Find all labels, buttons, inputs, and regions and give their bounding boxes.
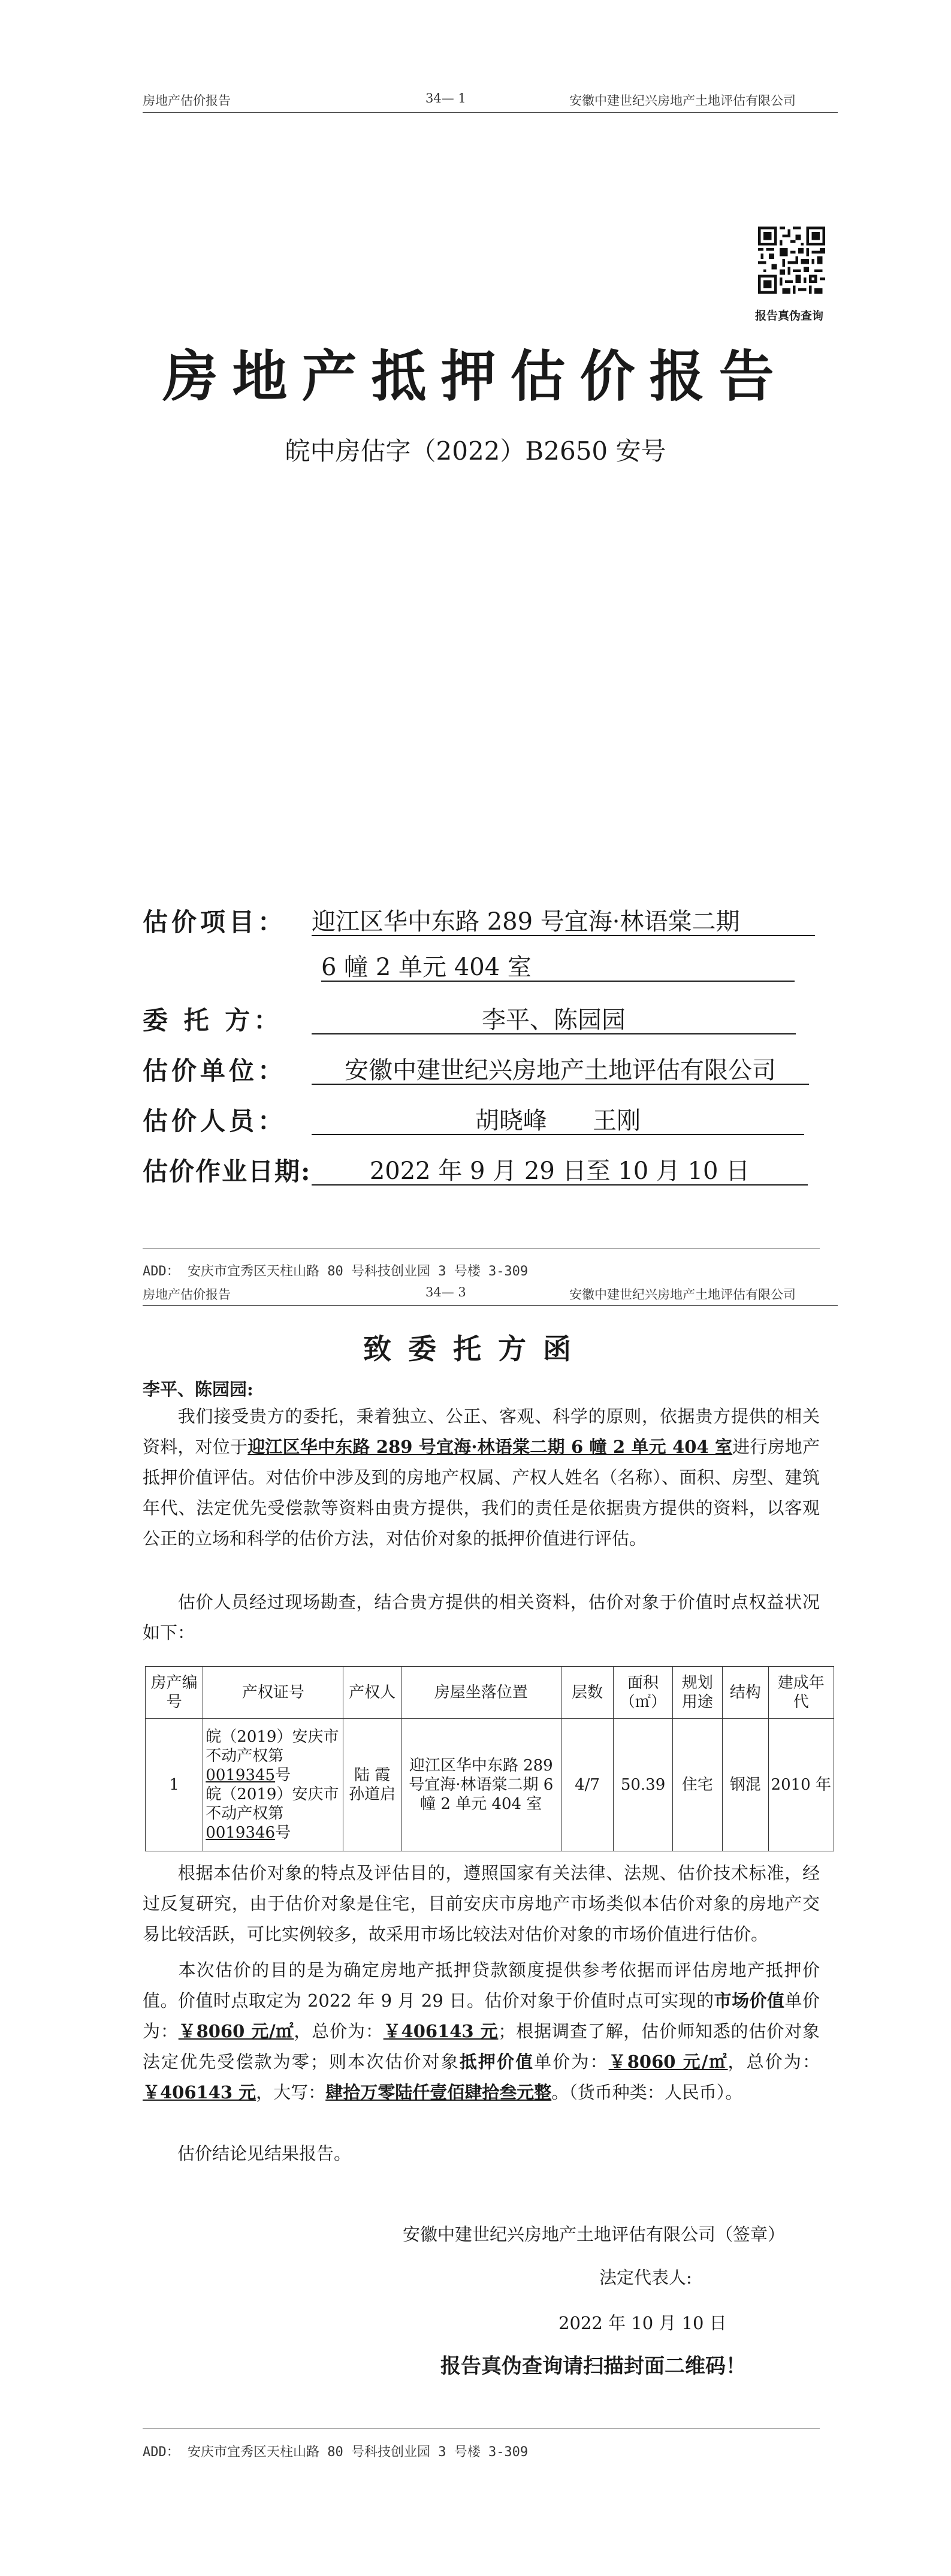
mortgage-total-price: ￥406143 元 [143,2082,256,2103]
header-right: 安徽中建世纪兴房地产土地评估有限公司 [569,1287,796,1302]
client-value: 李平、陈园园 [482,1006,626,1034]
market-value-label: 市场价值 [714,1990,785,2011]
header-page-number: 34— 3 [425,1285,466,1299]
paragraph-commission-text: 我们接受贵方的委托，秉着独立、公正、客观、科学的原则，依据贵方提供的相关资料，对位于 [143,1406,820,1457]
property-table [145,1666,834,1851]
table-header: 规划用途 [672,1667,722,1719]
work-date-underline [312,1184,808,1186]
table-header: 房屋坐落位置 [401,1667,561,1719]
header-rule [143,1305,838,1306]
header-left: 房地产估价报告 [143,93,231,108]
value-text: ；根据调查了解，估价师知悉的估价对象法定优先受偿款为零；则本次估价对象 [143,2021,820,2072]
header-left: 房地产估价报告 [143,1287,231,1302]
value-text: ，大写： [256,2082,326,2103]
report-number: 皖中房估字（2022）B2650 安号 [285,436,666,466]
cert-1-suffix: 号 [275,1766,291,1784]
table-header: 产权人 [343,1667,401,1719]
work-date-label: 估价作业日期: [143,1157,312,1186]
letter-title: 致委托方函 [363,1333,588,1366]
appraisers-underline [312,1134,804,1135]
appraiser-unit-underline [312,1084,809,1085]
footer-address: ADD： 安庆市宜秀区天柱山路 80 号科技创业园 3 号楼 3-309 [143,1264,529,1279]
paragraph-method-text: 根据本估价对象的特点及评估目的，遵照国家有关法律、法规、估价技术标准，经过反复研究，由于估价对象是住宅，目前安庆市房地产市场类似本估价对象的房地产交易比较活跃，可比实例较多，故采用市场比较法对估价对象的市场价值进行估价。 [143,1863,820,1944]
project-value-line1: 迎江区华中东路 289 号宜海·林语棠二期 [312,908,740,936]
cell-use: 住宅 [672,1719,722,1851]
mortgage-value-label: 抵押价值 [459,2052,535,2072]
header-page-number: 34— 1 [425,91,466,105]
project-value-line2: 6 幢 2 单元 404 室 [321,954,532,981]
table-header-row [146,1667,834,1719]
appraisers-value: 胡晓峰 王刚 [475,1107,641,1135]
page-title: 房地产抵押估价报告 [162,344,789,409]
salutation: 李平、陈园园: [143,1379,253,1399]
header-rule [143,112,838,113]
paragraph-result-ref-text: 估价结论见结果报告。 [177,2143,352,2164]
footer-address: ADD： 安庆市宜秀区天柱山路 80 号科技创业园 3 号楼 3-309 [143,2445,529,2460]
table-header: 产权证号 [203,1667,343,1719]
appraiser-unit-label: 估价单位： [143,1056,287,1085]
value-text: 单价为： [143,1990,820,2041]
paragraph-result-ref [143,2138,820,2169]
cell-location: 迎江区华中东路 289 号宜海·林语棠二期 6 幢 2 单元 404 室 [401,1719,561,1851]
sign-date: 2022 年 10 月 10 日 [558,2313,727,2333]
mortgage-unit-price: ￥8060 元/㎡ [608,2052,728,2072]
cell-structure: 钢混 [722,1719,768,1851]
client-label: 委 托 方： [143,1006,283,1035]
table-header: 房产编号 [146,1667,203,1719]
paragraph-survey [143,1587,820,1648]
market-unit-price: ￥8060 元/㎡ [178,2021,294,2041]
appraisers-label: 估价人员： [143,1106,287,1136]
value-text: 单价为： [534,2052,609,2072]
verification-note: 报告真伪查询请扫描封面二维码！ [440,2354,746,2378]
paragraph-value-conclusion [143,1955,820,2108]
paragraph-survey-text: 估价人员经过现场勘查，结合贵方提供的相关资料，估价对象于价值时点权益状况如下： [143,1592,820,1643]
market-total-price: ￥406143 元 [383,2021,499,2041]
paragraph-commission [143,1401,820,1554]
appraiser-unit-value: 安徽中建世纪兴房地产土地评估有限公司 [345,1057,776,1084]
value-text: ，总价为： [294,2021,384,2041]
value-text: 本次估价的目的是为确定房地产抵押贷款额度提供参考依据而评估房地产抵押价值。价值时点取定为 2022 年 9 月 29 日。估价对象于价值时点可实现的 [143,1960,820,2011]
project-underline-1 [312,935,815,936]
cert-2-suffix: 号 [275,1824,291,1842]
table-header: 建成年代 [768,1667,834,1719]
client-underline [312,1033,796,1034]
work-date-value: 2022 年 9 月 29 日至 10 月 10 日 [369,1157,750,1185]
table-row [146,1719,834,1851]
total-in-words: 肆拾万零陆仟壹佰肆拾叁元整 [325,2082,552,2103]
table-header: 结构 [722,1667,768,1719]
qr-caption: 报告真伪查询 [755,309,824,322]
cell-no: 1 [146,1719,203,1851]
project-underline-2 [321,981,795,982]
cert-1-text: 皖（2019）安庆市不动产权第 [206,1728,339,1765]
value-text: ，总价为： [727,2052,820,2072]
cell-owner: 陆 霞 孙道启 [343,1719,401,1851]
qr-code-icon[interactable] [758,227,825,294]
cert-1-number: 0019345 [206,1766,276,1784]
cert-2-text: 皖（2019）安庆市不动产权第 [206,1785,339,1823]
project-label: 估价项目： [143,907,287,937]
header-right: 安徽中建世纪兴房地产土地评估有限公司 [569,93,796,108]
cell-floors: 4/7 [561,1719,614,1851]
value-text: 。（货币种类：人民币）。 [551,2082,743,2103]
paragraph-commission-text-2: 进行房地产抵押价值评估。对估价中涉及到的房地产权属、产权人姓名（名称）、面积、房型、建筑年代、法定优先受偿款等资料由贵方提供，我们的责任是依据贵方提供的资料，以客观公正的立场和科学的估价方法，对估价对象的抵押价值进行评估。 [143,1437,820,1549]
cell-certificates [203,1719,343,1851]
paragraph-method [143,1858,820,1950]
legal-representative: 法定代表人: [599,2267,692,2288]
cell-year: 2010 年 [768,1719,834,1851]
signer: 安徽中建世纪兴房地产土地评估有限公司（签章） [403,2224,786,2245]
cell-area: 50.39 [614,1719,672,1851]
table-header: 面积（㎡） [614,1667,672,1719]
table-header: 层数 [561,1667,614,1719]
property-address: 迎江区华中东路 289 号宜海·林语棠二期 6 幢 2 单元 404 室 [247,1437,733,1457]
cert-2-number: 0019346 [206,1824,276,1842]
